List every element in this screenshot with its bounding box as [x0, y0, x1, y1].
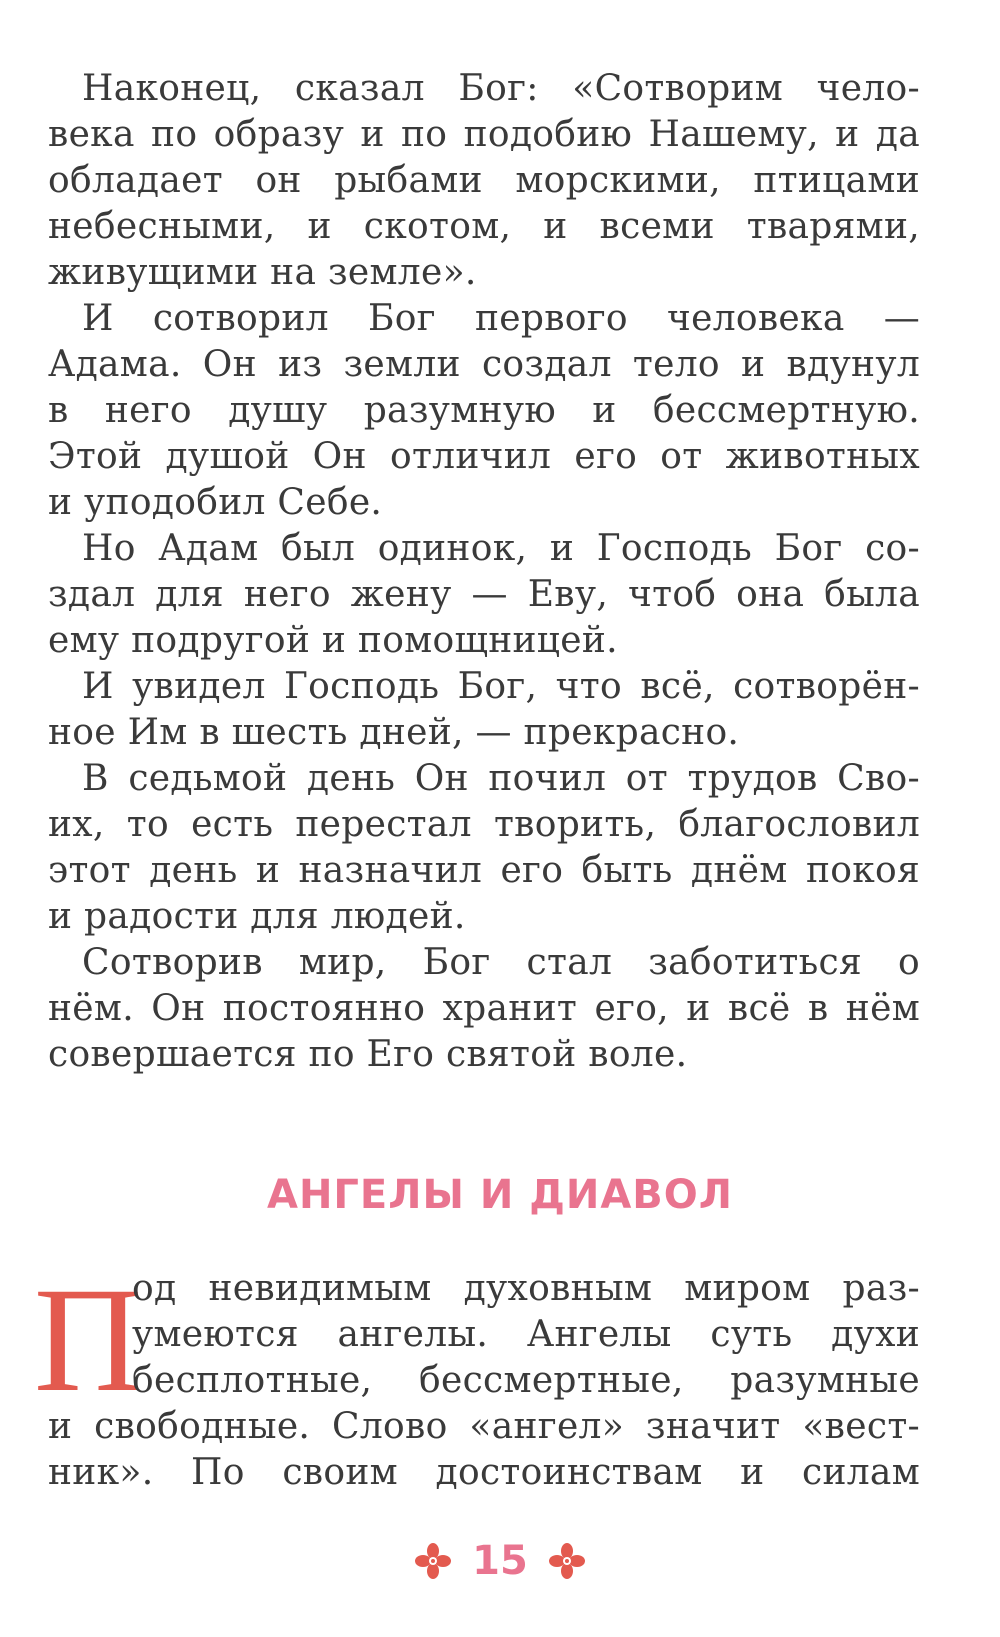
text-line: здал для него жену — Еву, чтоб она была [48, 574, 920, 615]
text-line: небесными, и скотом, и всеми тварями, [48, 206, 920, 247]
text-line: Сотворив мир, Бог стал заботиться о [82, 942, 920, 983]
text-line: в него душу разумную и бессмертную. [48, 390, 920, 431]
text-line: этот день и назначил его быть днём покоя [48, 850, 920, 891]
text-line: ник». По своим достоинствам и силам [48, 1452, 920, 1493]
text-line: и свободные. Слово «ангел» значит «вест- [48, 1406, 920, 1447]
text-line: умеются ангелы. Ангелы суть духи [132, 1314, 920, 1355]
flower-icon [414, 1542, 452, 1580]
text-line: В седьмой день Он почил от трудов Сво- [82, 758, 920, 799]
text-line: совершается по Его святой воле. [48, 1034, 688, 1075]
text-line: и уподобил Себе. [48, 482, 383, 523]
text-line: нём. Он постоянно хранит его, и всё в нём [48, 988, 920, 1029]
section-heading: АНГЕЛЫ И ДИАВОЛ [266, 1172, 733, 1218]
text-line: ему подругой и помощницей. [48, 620, 618, 661]
section-text [48, 1266, 920, 1496]
main-text [48, 66, 920, 1078]
text-line: бесплотные, бессмертные, разумные [132, 1360, 920, 1401]
text-line: Наконец, сказал Бог: «Сотворим чело- [82, 68, 920, 109]
text-line: Но Адам был одинок, и Господь Бог со- [82, 528, 920, 569]
page-number: 15 [472, 1538, 528, 1584]
text-line: И сотворил Бог первого человека — [82, 298, 920, 339]
text-line: и радости для людей. [48, 896, 466, 937]
text-line: живущими на земле». [48, 252, 477, 293]
text-line: И увидел Господь Бог, что всё, сотворён- [82, 666, 920, 707]
text-line: Этой душой Он отличил его от животных [48, 436, 920, 477]
text-line: од невидимым духовным миром раз- [132, 1268, 920, 1309]
text-line: ное Им в шесть дней, — прекрасно. [48, 712, 740, 753]
drop-cap-letter: П [33, 1257, 143, 1423]
text-line: века по образу и по подобию Нашему, и да [48, 114, 920, 155]
flower-icon [548, 1542, 586, 1580]
page-footer [0, 1538, 1000, 1584]
text-line: их, то есть перестал творить, благословил [48, 804, 920, 845]
text-line: Адама. Он из земли создал тело и вдунул [48, 344, 920, 385]
text-line: обладает он рыбами морскими, птицами [48, 160, 920, 201]
